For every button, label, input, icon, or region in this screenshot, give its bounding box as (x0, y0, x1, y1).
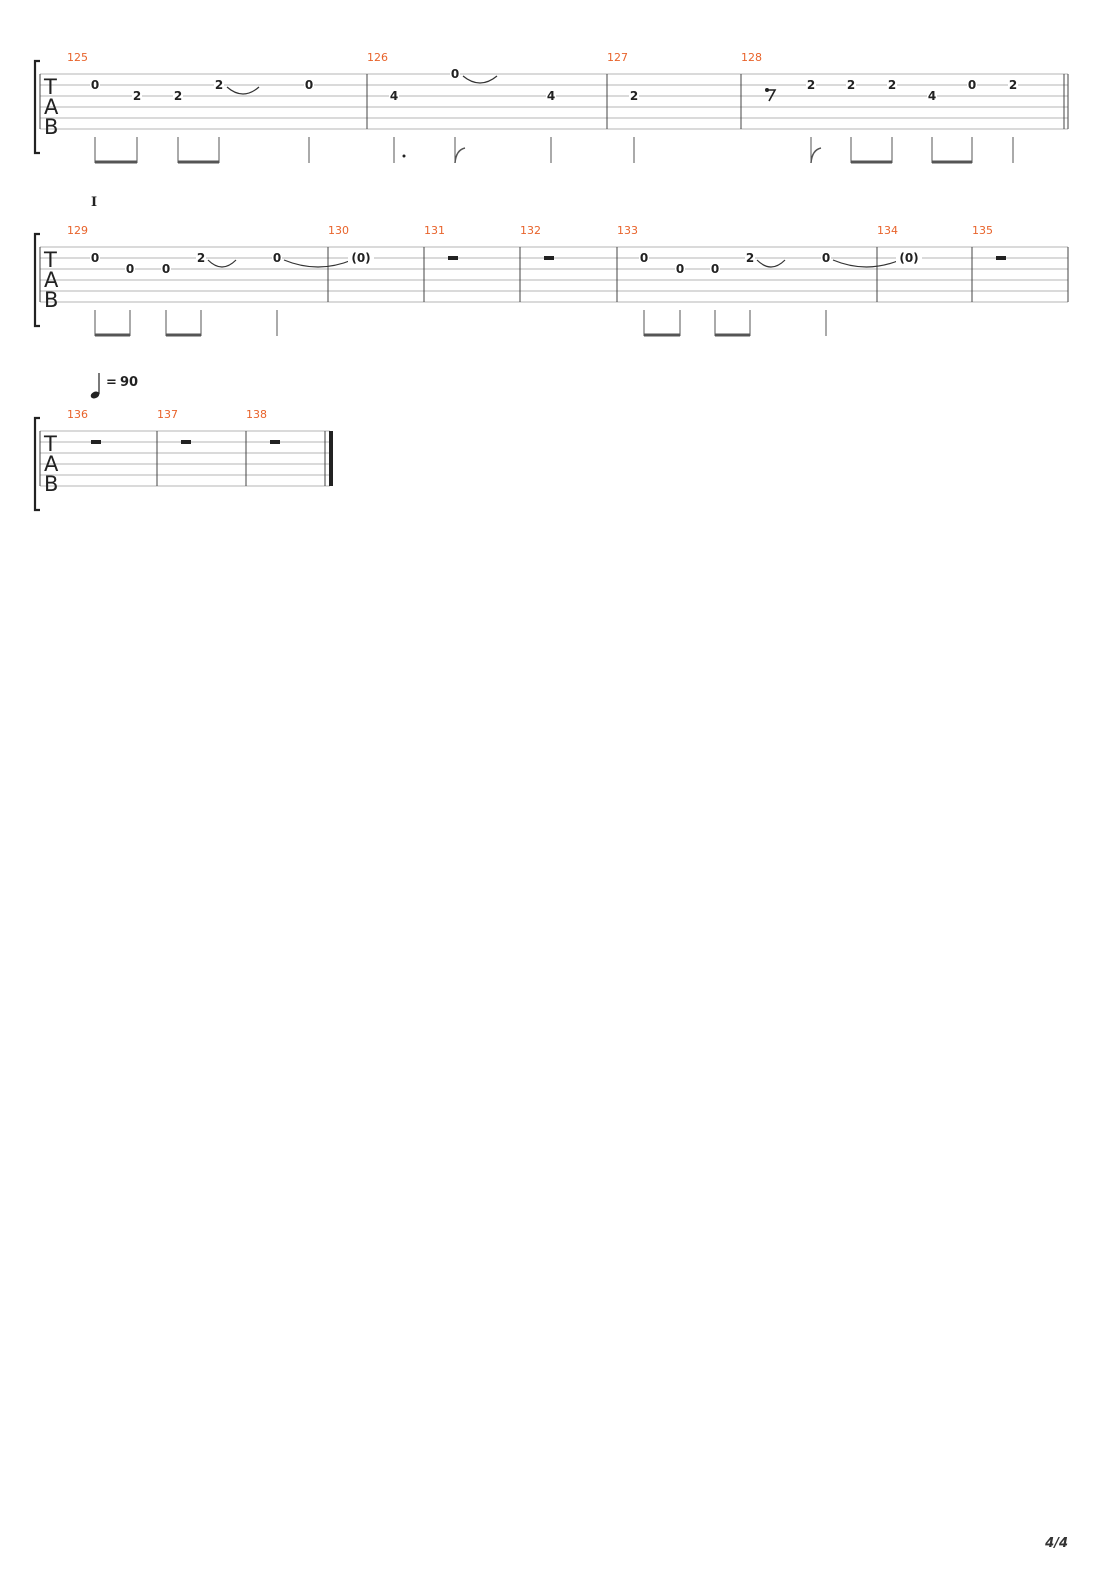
note-stems (95, 137, 1013, 336)
tab-letter-a: A (44, 95, 59, 119)
fret-number: 2 (1008, 78, 1018, 92)
tie (833, 260, 900, 267)
system-brackets (35, 61, 40, 510)
page-number: 4/4 (1045, 1536, 1068, 1551)
fret-number: 2 (214, 78, 224, 92)
measure-number: 131 (424, 224, 445, 237)
barline-final-thick (329, 431, 333, 486)
fret-number: 4 (389, 89, 399, 103)
measure-number: 137 (157, 408, 178, 421)
tie (208, 260, 236, 267)
fret-number: 0 (90, 251, 100, 265)
measure-number: 125 (67, 51, 88, 64)
measure-number: 134 (877, 224, 898, 237)
tie (227, 87, 259, 94)
tab-letter-b: B (44, 472, 59, 496)
whole-rest (996, 256, 1006, 260)
whole-rest (91, 440, 101, 444)
fret-number: 0 (304, 78, 314, 92)
fret-number: 0 (450, 67, 460, 81)
system-bracket (35, 61, 40, 153)
tab-letter-b: B (44, 115, 59, 139)
fret-number: 0 (161, 262, 171, 276)
fret-number: 4 (927, 89, 937, 103)
tempo-equals: = (106, 375, 117, 390)
measure-number: 126 (367, 51, 388, 64)
note-beams (95, 162, 972, 335)
tab-letter-a: A (44, 268, 59, 292)
fret-number: 0 (710, 262, 720, 276)
tab-letter-t: T (44, 432, 57, 456)
measure-number: 133 (617, 224, 638, 237)
fret-number: (0) (899, 251, 919, 265)
whole-rest (270, 440, 280, 444)
tab-letter-b: B (44, 288, 59, 312)
whole-rest (448, 256, 458, 260)
fret-number: 0 (125, 262, 135, 276)
fret-number: 0 (821, 251, 831, 265)
fret-number: (0) (351, 251, 371, 265)
ties (208, 76, 900, 267)
fret-number: 4 (546, 89, 556, 103)
fret-number: 0 (639, 251, 649, 265)
system-bracket (35, 418, 40, 510)
system-bracket (35, 234, 40, 326)
staff-lines (40, 74, 1068, 486)
tempo-marking (90, 373, 139, 400)
measure-number: 135 (972, 224, 993, 237)
whole-rest (544, 256, 554, 260)
measure-number: 128 (741, 51, 762, 64)
eighth-flag (811, 148, 821, 163)
tie (463, 76, 497, 83)
measure-number: 129 (67, 224, 88, 237)
tab-letter-t: T (44, 75, 57, 99)
fret-number: 2 (196, 251, 206, 265)
eighth-rest-head (765, 88, 769, 92)
fret-number: 2 (629, 89, 639, 103)
fret-number: 0 (967, 78, 977, 92)
fret-number: 2 (132, 89, 142, 103)
fret-number: 2 (173, 89, 183, 103)
tie (757, 260, 785, 267)
section-marker: I (91, 195, 98, 210)
dotted-note-dot (403, 155, 406, 158)
eighth-flag (455, 148, 465, 163)
measure-number: 136 (67, 408, 88, 421)
tab-letter-t: T (44, 248, 57, 272)
fret-number: 2 (887, 78, 897, 92)
measure-number: 132 (520, 224, 541, 237)
measure-number: 130 (328, 224, 349, 237)
fret-number: 0 (675, 262, 685, 276)
measure-number: 138 (246, 408, 267, 421)
measure-number: 127 (607, 51, 628, 64)
tempo-bpm: 90 (120, 375, 139, 390)
fret-number: 2 (745, 251, 755, 265)
fret-number: 2 (806, 78, 816, 92)
tie (284, 260, 352, 267)
fret-number: 0 (90, 78, 100, 92)
whole-rest (181, 440, 191, 444)
tab-letter-a: A (44, 452, 59, 476)
fret-number: 2 (846, 78, 856, 92)
fret-number: 0 (272, 251, 282, 265)
